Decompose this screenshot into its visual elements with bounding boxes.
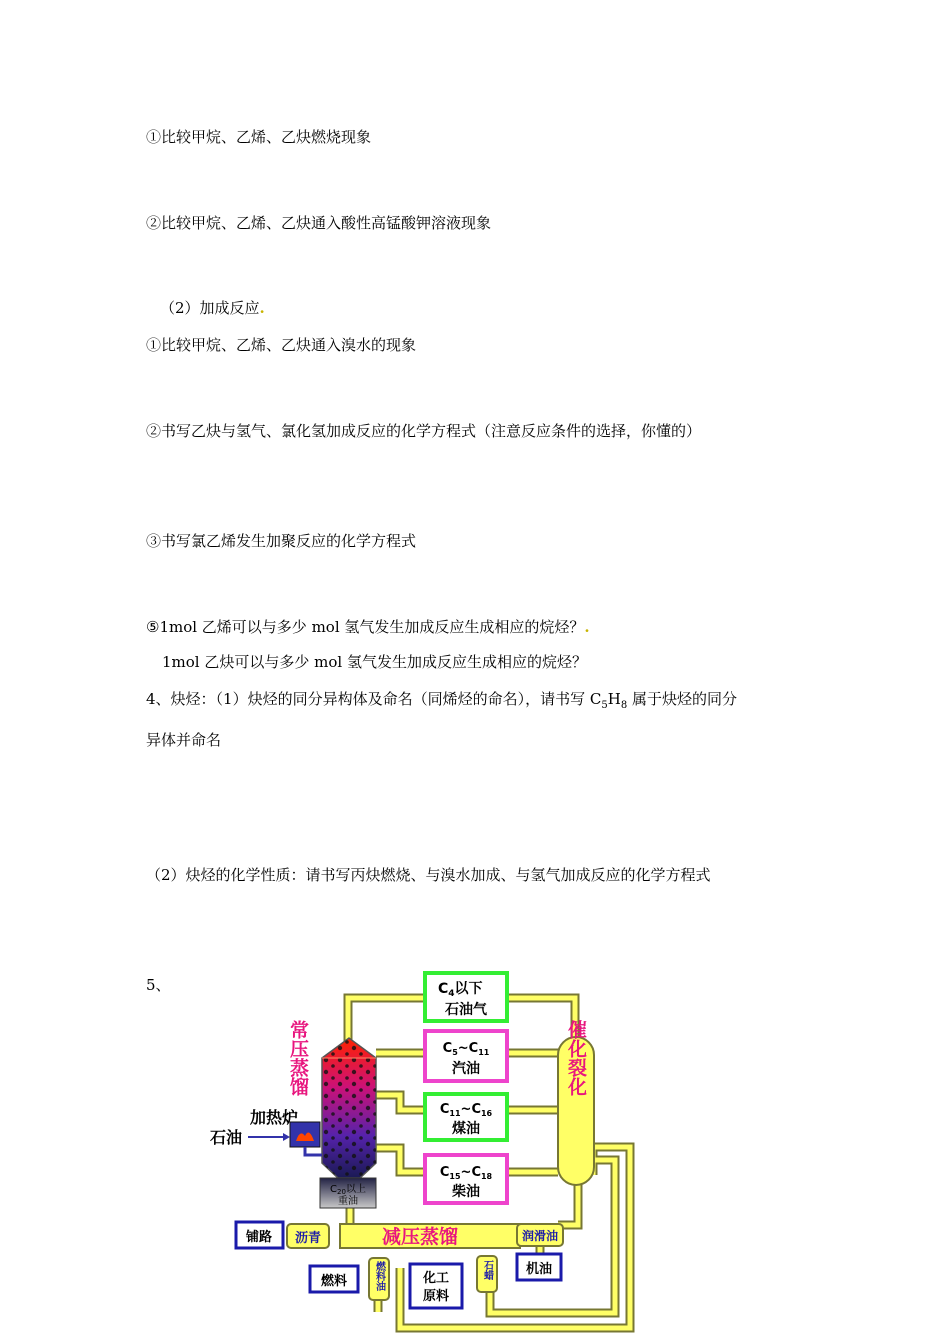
text-ethylene-h2: ⑤1mol 乙烯可以与多少 mol 氢气发生加成反应生成相应的烷烃？. <box>146 618 590 636</box>
vacuum-label: 减压蒸馏 <box>381 1226 459 1248</box>
heavy-oil-label: 重油 <box>338 1196 358 1207</box>
gasoline-label: 汽油 <box>452 1061 480 1077</box>
chemical-label-2: 原料 <box>422 1289 450 1304</box>
text-alkyne-isomers-cont: 异体并命名 <box>146 731 222 749</box>
text-acetylene-equations: ②书写乙炔与氢气、氯化氢加成反应的化学方程式（注意反应条件的选择，你懂的） <box>146 422 702 440</box>
text-kmno4: ②比较甲烷、乙烯、乙炔通入酸性高锰酸钾溶液现象 <box>146 214 492 232</box>
text-alkyne-isomers: 4、炔烃：（1）炔烃的同分异构体及命名（同烯烃的命名），请书写 $C_5H_8$ 属于炔烃的同分 <box>146 690 737 711</box>
svg-text:C11~C16: $C_{11}\sim C_{16}$ <box>439 1102 493 1118</box>
road-label: 铺路 <box>245 1230 273 1245</box>
crude-oil-label: 石油 <box>210 1128 243 1147</box>
text-addition-heading: （2）加成反应. <box>160 299 265 317</box>
atmospheric-label: 常压蒸馏 <box>287 1020 309 1096</box>
asphalt-label: 沥青 <box>294 1231 322 1246</box>
text-alkyne-properties: （2）炔烃的化学性质：请书写丙炔燃烧、与溴水加成、与氢气加成反应的化学方程式 <box>146 866 711 884</box>
chemical-label-1: 化工 <box>422 1271 450 1286</box>
svg-text:C5~C11: $C_5\sim C_{11}$ <box>442 1041 490 1057</box>
diesel-label: 柴油 <box>452 1184 480 1200</box>
text-bromine-water: ①比较甲烷、乙烯、乙炔通入溴水的现象 <box>146 336 417 354</box>
text-question-5: 5、 <box>146 976 171 994</box>
lube-label: 润滑油 <box>521 1229 559 1243</box>
fuel-oil-label: 燃料油 <box>373 1261 385 1291</box>
text-combustion: ①比较甲烷、乙烯、乙炔燃烧现象 <box>146 128 372 146</box>
svg-text:C15~C18: $C_{15}\sim C_{18}$ <box>439 1165 493 1181</box>
text-polymerization: ③书写氯乙烯发生加聚反应的化学方程式 <box>146 532 417 550</box>
kerosene-label: 煤油 <box>452 1121 480 1137</box>
wax-label: 石蜡 <box>481 1260 493 1280</box>
fuel-label: 燃料 <box>320 1274 348 1289</box>
svg-text:C20以上: $C_{20}$以上 <box>330 1184 366 1196</box>
engine-oil-label: 机油 <box>525 1262 553 1277</box>
cracking-label: 催化裂化 <box>565 1020 587 1096</box>
svg-text:C4以下: $C_4$以下 <box>438 981 483 999</box>
text-acetylene-h2: 1mol 乙炔可以与多少 mol 氢气发生加成反应生成相应的烷烃？ <box>162 653 587 671</box>
furnace-label: 加热炉 <box>250 1108 299 1127</box>
gas-label: 石油气 <box>445 1002 487 1018</box>
